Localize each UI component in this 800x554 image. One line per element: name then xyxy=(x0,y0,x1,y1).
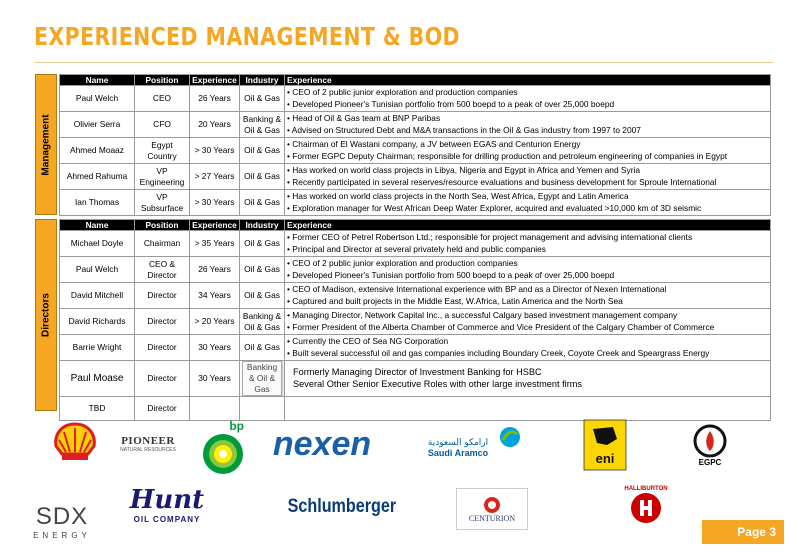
col-industry: Industry xyxy=(240,75,285,86)
position-cell: Director xyxy=(135,397,190,421)
name-cell: Michael Doyle xyxy=(60,231,135,257)
experience-line: • Exploration manager for West African Deep Water Explorer, acquired and evaluated >10,000 km of 3D seismic xyxy=(287,202,702,213)
experience-line: • Former EGPC Deputy Chairman; responsible for drilling production and petroleum engineering of companies in Egypt xyxy=(287,150,728,161)
industry-cell xyxy=(240,361,285,397)
shell-logo xyxy=(50,420,100,464)
industry-cell: Oil & Gas xyxy=(240,335,285,361)
table-row xyxy=(60,138,771,164)
table-row xyxy=(60,164,771,190)
industry-cell: Oil & Gas xyxy=(240,257,285,283)
management-table xyxy=(59,74,771,216)
col-name: Name xyxy=(60,75,135,86)
centurion-logo: CENTURION xyxy=(456,488,528,530)
position-cell: CEO xyxy=(135,86,190,112)
industry-badge: Banking & Oil & Gas xyxy=(242,361,282,396)
years-cell: 20 Years xyxy=(190,112,240,138)
industry-cell: Oil & Gas xyxy=(240,190,285,216)
experience-cell xyxy=(285,257,771,283)
col-industry: Industry xyxy=(240,220,285,231)
experience-cell xyxy=(285,309,771,335)
col-position: Position xyxy=(135,220,190,231)
experience-line: • Currently the CEO of Sea NG Corporation xyxy=(287,336,449,346)
col-position: Position xyxy=(135,75,190,86)
experience-line: • CEO of 2 public junior exploration and production companies xyxy=(287,258,518,268)
name-cell: Ahmed Moaaz xyxy=(60,138,135,164)
position-cell: Director xyxy=(135,283,190,309)
table-row xyxy=(60,335,771,361)
experience-line: • Has worked on world class projects in the North Sea, West Africa, Egypt and Latin America xyxy=(287,191,629,201)
experience-cell xyxy=(285,335,771,361)
name-cell: Barrie Wright xyxy=(60,335,135,361)
years-cell: > 30 Years xyxy=(190,138,240,164)
name-cell: David Mitchell xyxy=(60,283,135,309)
experience-line xyxy=(287,409,768,420)
management-side-label: Management xyxy=(35,74,57,215)
experience-line: • Head of Oil & Gas team at BNP Paribas xyxy=(287,113,441,123)
years-cell: 34 Years xyxy=(190,283,240,309)
svg-text:eni: eni xyxy=(595,451,615,466)
table-row xyxy=(60,309,771,335)
table-row xyxy=(60,190,771,216)
aramco-symbol-icon xyxy=(498,422,522,452)
experience-line: • Chairman of El Wastani company, a JV between EGAS and Centurion Energy xyxy=(287,139,581,149)
years-cell: 26 Years xyxy=(190,86,240,112)
directors-header-row xyxy=(60,220,771,231)
table-row xyxy=(60,112,771,138)
years-cell: 30 Years xyxy=(190,361,240,397)
experience-line: • Managing Director, Network Capital Inc., a successful Calgary based investment management company xyxy=(287,310,678,320)
egpc-logo: EGPC xyxy=(690,420,730,470)
name-cell: Paul Welch xyxy=(60,257,135,283)
name-cell: Ahmed Rahuma xyxy=(60,164,135,190)
page-title: EXPERIENCED MANAGEMENT & BOD xyxy=(34,22,460,51)
experience-line: • CEO of Madison, extensive International experience with BP and as a Director of Nexen International xyxy=(287,284,667,294)
industry-cell: Oil & Gas xyxy=(240,138,285,164)
position-cell: Director xyxy=(135,361,190,397)
table-row xyxy=(60,257,771,283)
table-row xyxy=(60,86,771,112)
directors-side-label: Directors xyxy=(35,219,57,411)
experience-line: • Captured and built projects in the Middle East, W.Africa, Latin America and the North Sea xyxy=(287,295,623,306)
position-cell: Director xyxy=(135,335,190,361)
position-cell: Egypt Country xyxy=(135,138,190,164)
experience-line: • Developed Pioneer's Tunisian portfolio from 500 boepd to a peak of over 25,000 boepd xyxy=(287,269,615,280)
schlumberger-logo: Schlumberger xyxy=(287,496,397,517)
bp-logo: bp xyxy=(198,416,248,478)
position-cell: Chairman xyxy=(135,231,190,257)
experience-cell xyxy=(285,164,771,190)
industry-cell: Oil & Gas xyxy=(240,231,285,257)
position-cell: Director xyxy=(135,309,190,335)
industry-cell: Oil & Gas xyxy=(240,86,285,112)
experience-cell xyxy=(285,86,771,112)
experience-cell xyxy=(285,397,771,421)
experience-cell xyxy=(285,112,771,138)
experience-line: • Former CEO of Petrel Robertson Ltd.; responsible for project management and advising international clients xyxy=(287,232,693,242)
pioneer-logo: PIONEER NATURAL RESOURCES xyxy=(120,435,176,453)
experience-line: • Former President of the Alberta Chamber of Commerce and Vice President of the Calgary Chamber of Commerce xyxy=(287,321,715,332)
saudi-aramco-logo: ارامكو السعودية Saudi Aramco xyxy=(427,438,489,458)
years-cell: > 27 Years xyxy=(190,164,240,190)
experience-line: • Developed Pioneer's Tunisian portfolio from 500 boepd to a peak of over 25,000 boepd xyxy=(287,98,615,109)
table-row xyxy=(60,361,771,397)
page-number: Page 3 xyxy=(702,520,784,544)
industry-cell: Oil & Gas xyxy=(240,283,285,309)
experience-line xyxy=(287,398,768,409)
table-row xyxy=(60,397,771,421)
experience-line: • Recently participated in several reserves/resource evaluations and business development for Sproule International xyxy=(287,176,717,187)
years-cell: > 30 Years xyxy=(190,190,240,216)
experience-line: Formerly Managing Director of Investment Banking for HSBC xyxy=(293,367,542,377)
name-cell: Olivier Serra xyxy=(60,112,135,138)
col-experience-years: Experience xyxy=(190,220,240,231)
col-experience-years: Experience xyxy=(190,75,240,86)
nexen-logo: nexen xyxy=(272,424,372,463)
sdx-energy-logo: SDX ENERGY xyxy=(33,502,91,540)
col-experience: Experience xyxy=(285,220,771,231)
eni-logo xyxy=(582,418,628,472)
experience-line: • Advised on Structured Debt and M&A transactions in the Oil & Gas industry from 1997 to 2007 xyxy=(287,124,641,135)
table-row xyxy=(60,231,771,257)
experience-line: • Built several successful oil and gas companies including Boundary Creek, Coyote Creek and Speargrass Energy xyxy=(287,347,710,358)
years-cell: 30 Years xyxy=(190,335,240,361)
industry-cell: Banking & Oil & Gas xyxy=(240,112,285,138)
experience-cell xyxy=(285,361,771,397)
table-row xyxy=(60,283,771,309)
col-name: Name xyxy=(60,220,135,231)
experience-line: • CEO of 2 public junior exploration and production companies xyxy=(287,87,518,97)
name-cell: Paul Moase xyxy=(60,361,135,397)
experience-line: Several Other Senior Executive Roles with other large investment firms xyxy=(293,378,583,389)
position-cell: CFO xyxy=(135,112,190,138)
experience-cell xyxy=(285,138,771,164)
management-header-row xyxy=(60,75,771,86)
position-cell: VP Subsurface xyxy=(135,190,190,216)
halliburton-logo: HALLIBURTON xyxy=(612,482,680,528)
position-cell: CEO & Director xyxy=(135,257,190,283)
name-cell: Ian Thomas xyxy=(60,190,135,216)
name-cell: David Richards xyxy=(60,309,135,335)
name-cell: TBD xyxy=(60,397,135,421)
experience-line: • Principal and Director at several privately held and public companies xyxy=(287,243,546,254)
hunt-oil-logo: Hunt OIL COMPANY xyxy=(129,484,205,524)
years-cell: > 20 Years xyxy=(190,309,240,335)
years-cell: 26 Years xyxy=(190,257,240,283)
experience-cell xyxy=(285,283,771,309)
col-experience: Experience xyxy=(285,75,771,86)
title-divider xyxy=(34,62,774,63)
experience-cell xyxy=(285,190,771,216)
position-cell: VP Engineering xyxy=(135,164,190,190)
industry-cell: Oil & Gas xyxy=(240,164,285,190)
industry-cell: Banking & Oil & Gas xyxy=(240,309,285,335)
experience-line: • Has worked on world class projects in Libya, Nigeria and Egypt in Africa and Yemen and Syria xyxy=(287,165,641,175)
years-cell: > 35 Years xyxy=(190,231,240,257)
directors-table xyxy=(59,219,771,421)
experience-cell xyxy=(285,231,771,257)
name-cell: Paul Welch xyxy=(60,86,135,112)
